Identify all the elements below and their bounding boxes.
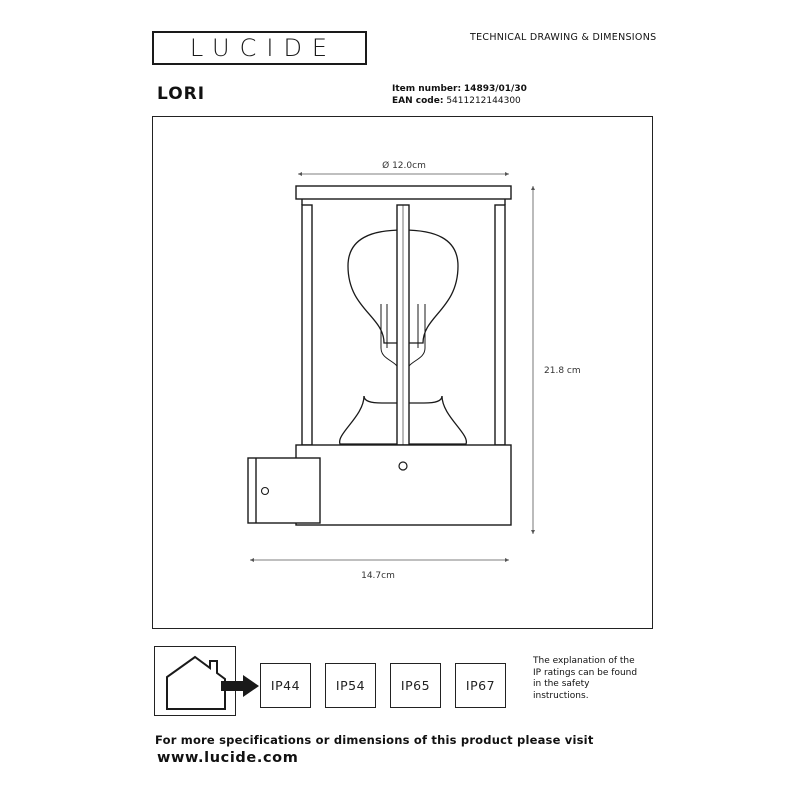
ip-note-line: in the safety (533, 679, 590, 689)
website-link[interactable]: www.lucide.com (157, 750, 299, 766)
diameter-label: Ø 12.0cm (382, 161, 426, 171)
footer-text: For more specifications or dimensions of this product please visit (155, 733, 594, 747)
header-title: TECHNICAL DRAWING & DIMENSIONS (470, 32, 657, 43)
ip67-box: IP67 (455, 663, 506, 708)
diameter-dimension (298, 160, 509, 174)
height-label: 21.8 cm (544, 366, 581, 376)
ip44-box: IP44 (260, 663, 311, 708)
technical-drawing (152, 116, 653, 629)
ip-note-line: The explanation of the (533, 656, 635, 666)
item-number-value: 14893/01/30 (463, 84, 527, 94)
ip-note-line: IP ratings can be found (533, 667, 638, 678)
height-dimension (533, 186, 581, 534)
item-number-line (392, 83, 527, 95)
ean-value: 5411212144300 (446, 96, 521, 106)
width-label: 14.7cm (361, 571, 395, 581)
product-codes (392, 83, 527, 107)
ip54-box: IP54 (325, 663, 376, 708)
lamp-drawing (248, 186, 511, 525)
item-number-label: Item number: (392, 84, 462, 94)
brand-logo: LUCIDE (152, 31, 367, 65)
product-name: LORI (157, 84, 206, 104)
ean-label: EAN code: (392, 96, 444, 106)
ip65-box: IP65 (390, 663, 441, 708)
ip-note-line: instructions. (533, 690, 589, 701)
ean-line (392, 95, 527, 107)
arrow-right-icon (221, 675, 261, 697)
ip-note (533, 656, 663, 702)
width-dimension (250, 560, 509, 581)
